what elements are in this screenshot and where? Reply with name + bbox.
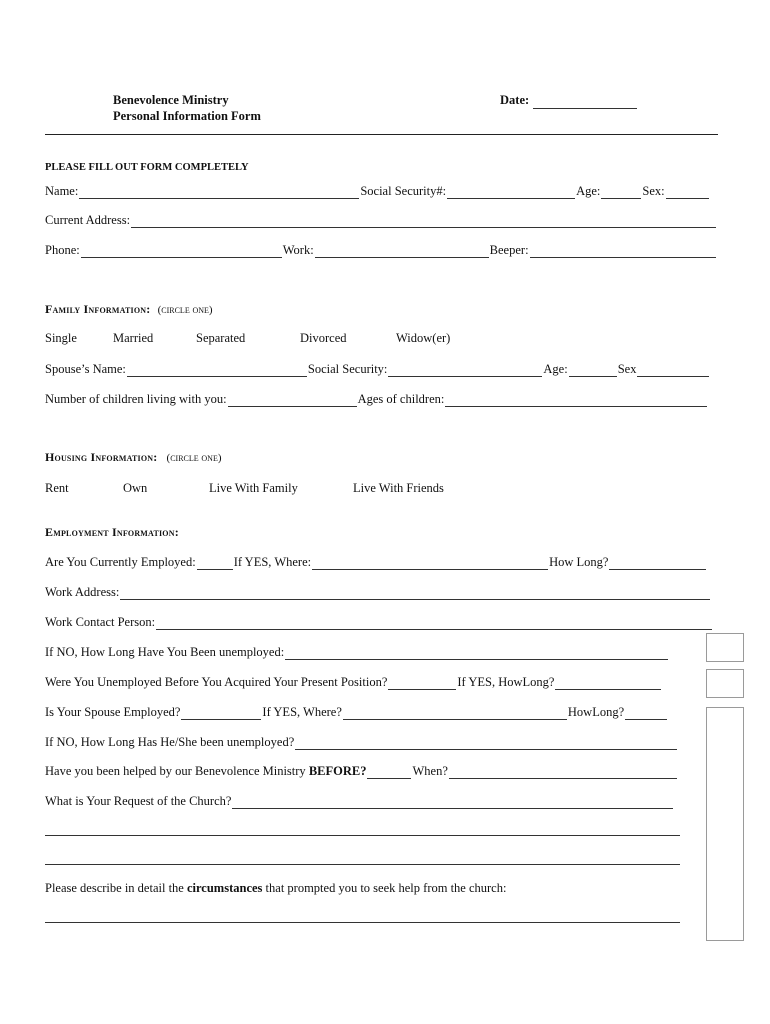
date-label: Date: (500, 93, 530, 107)
work-address-row (45, 582, 711, 600)
before-position-row (45, 672, 662, 690)
org-name: Benevolence Ministry (113, 93, 229, 107)
header-divider (45, 134, 718, 135)
housing-heading: Housing Information: (45, 450, 158, 464)
date-field[interactable] (533, 95, 637, 109)
name-field[interactable] (79, 185, 359, 199)
unemployed-row (45, 642, 669, 660)
before-howlong-label: If YES, HowLong? (457, 675, 555, 689)
before-howlong-field[interactable] (555, 676, 661, 690)
family-option-separated[interactable]: Separated (196, 331, 246, 345)
side-notes-box[interactable] (706, 707, 744, 941)
work-contact-field[interactable] (156, 616, 712, 630)
children-ages-label: Ages of children: (357, 392, 445, 406)
spouse-sex-label: Sex (617, 362, 637, 376)
spouse-howlong-label: HowLong? (567, 705, 625, 719)
employed-howlong-field[interactable] (609, 556, 706, 570)
spouse-howlong-field[interactable] (625, 706, 667, 720)
request-field[interactable] (232, 795, 673, 809)
circumstances-emphasis: circumstances (186, 881, 263, 895)
housing-option-friends[interactable]: Live With Friends (353, 481, 444, 495)
children-count-field[interactable] (228, 393, 357, 407)
address-label: Current Address: (45, 213, 131, 227)
children-count-label: Number of children living with you: (45, 392, 227, 406)
work-address-label: Work Address: (45, 585, 120, 599)
spouse-employed-row (45, 702, 668, 720)
circumstances-post: that prompted you to seek help from the church: (262, 881, 507, 895)
work-phone-label: Work: (282, 243, 314, 257)
family-option-widower[interactable]: Widow(er) (396, 331, 451, 345)
family-option-single[interactable]: Single (45, 331, 77, 345)
spouse-ssn-field[interactable] (388, 363, 542, 377)
employed-label: Are You Currently Employed: (45, 555, 196, 569)
ssn-field[interactable] (447, 185, 575, 199)
spouse-age-label: Age: (543, 362, 568, 376)
employed-row (45, 552, 707, 570)
side-checkbox-1[interactable] (706, 633, 744, 662)
spouse-age-field[interactable] (569, 363, 617, 377)
address-row (45, 210, 717, 228)
housing-option-own[interactable]: Own (123, 481, 148, 495)
request-row (45, 791, 674, 809)
side-checkbox-2[interactable] (706, 669, 744, 698)
request-extra-line-1[interactable] (45, 835, 680, 836)
instructions: PLEASE FILL OUT FORM COMPLETELY (45, 162, 249, 173)
work-contact-row (45, 612, 713, 630)
work-contact-label: Work Contact Person: (45, 615, 156, 629)
form-title: Personal Information Form (113, 109, 261, 123)
circumstances-pre: Please describe in detail the (45, 881, 187, 895)
helped-when-label: When? (412, 764, 448, 778)
spouse-name-label: Spouse’s Name: (45, 362, 126, 376)
housing-option-rent[interactable]: Rent (45, 481, 69, 495)
ssn-label: Social Security#: (360, 184, 447, 198)
work-address-field[interactable] (120, 586, 710, 600)
helped-before-label: Have you been helped by our Benevolence Ministry (45, 764, 309, 778)
unemployed-field[interactable] (285, 646, 668, 660)
beeper-field[interactable] (530, 244, 716, 258)
family-circle-note: (circle one) (157, 304, 213, 316)
children-row (45, 389, 708, 407)
spouse-row (45, 359, 710, 377)
phone-label: Phone: (45, 243, 80, 257)
spouse-employed-field[interactable] (181, 706, 261, 720)
beeper-label: Beeper: (489, 243, 529, 257)
family-heading-group (45, 302, 213, 317)
before-position-field[interactable] (388, 676, 456, 690)
circumstances-line-1[interactable] (45, 922, 680, 923)
employed-howlong-label: How Long? (549, 555, 609, 569)
address-field[interactable] (131, 214, 716, 228)
employer-where-field[interactable] (312, 556, 548, 570)
age-field[interactable] (601, 185, 641, 199)
housing-option-family[interactable]: Live With Family (209, 481, 298, 495)
sex-field[interactable] (666, 185, 709, 199)
work-phone-field[interactable] (315, 244, 489, 258)
circumstances-prompt (45, 881, 506, 896)
personal-row-1 (45, 181, 710, 199)
family-option-married[interactable]: Married (113, 331, 154, 345)
spouse-employed-label: Is Your Spouse Employed? (45, 705, 181, 719)
helped-before-row (45, 761, 678, 779)
helped-when-field[interactable] (449, 765, 677, 779)
before-position-label: Were You Unemployed Before You Acquired Your Present Position? (45, 675, 388, 689)
family-heading: Family Information: (45, 302, 151, 316)
helped-before-field[interactable] (367, 765, 411, 779)
spouse-unemployed-row (45, 732, 678, 750)
name-label: Name: (45, 184, 79, 198)
sex-label: Sex: (642, 184, 665, 198)
spouse-unemployed-label: If NO, How Long Has He/She been unemployed? (45, 735, 295, 749)
employed-field[interactable] (197, 556, 233, 570)
phone-field[interactable] (81, 244, 282, 258)
housing-heading-group (45, 450, 222, 465)
request-extra-line-2[interactable] (45, 864, 680, 865)
spouse-name-field[interactable] (127, 363, 307, 377)
request-label: What is Your Request of the Church? (45, 794, 232, 808)
helped-before-emphasis: BEFORE? (308, 764, 367, 778)
family-option-divorced[interactable]: Divorced (300, 331, 347, 345)
spouse-ssn-label: Social Security: (307, 362, 388, 376)
age-label: Age: (576, 184, 601, 198)
unemployed-label: If NO, How Long Have You Been unemployed: (45, 645, 285, 659)
children-ages-field[interactable] (445, 393, 707, 407)
employer-where-label: If YES, Where: (233, 555, 312, 569)
spouse-where-field[interactable] (343, 706, 567, 720)
spouse-sex-field[interactable] (637, 363, 709, 377)
phone-row (45, 240, 717, 258)
employment-heading: Employment Information: (45, 525, 179, 539)
spouse-unemployed-field[interactable] (295, 736, 677, 750)
spouse-where-label: If YES, Where? (262, 705, 342, 719)
housing-circle-note: (circle one) (166, 452, 222, 464)
